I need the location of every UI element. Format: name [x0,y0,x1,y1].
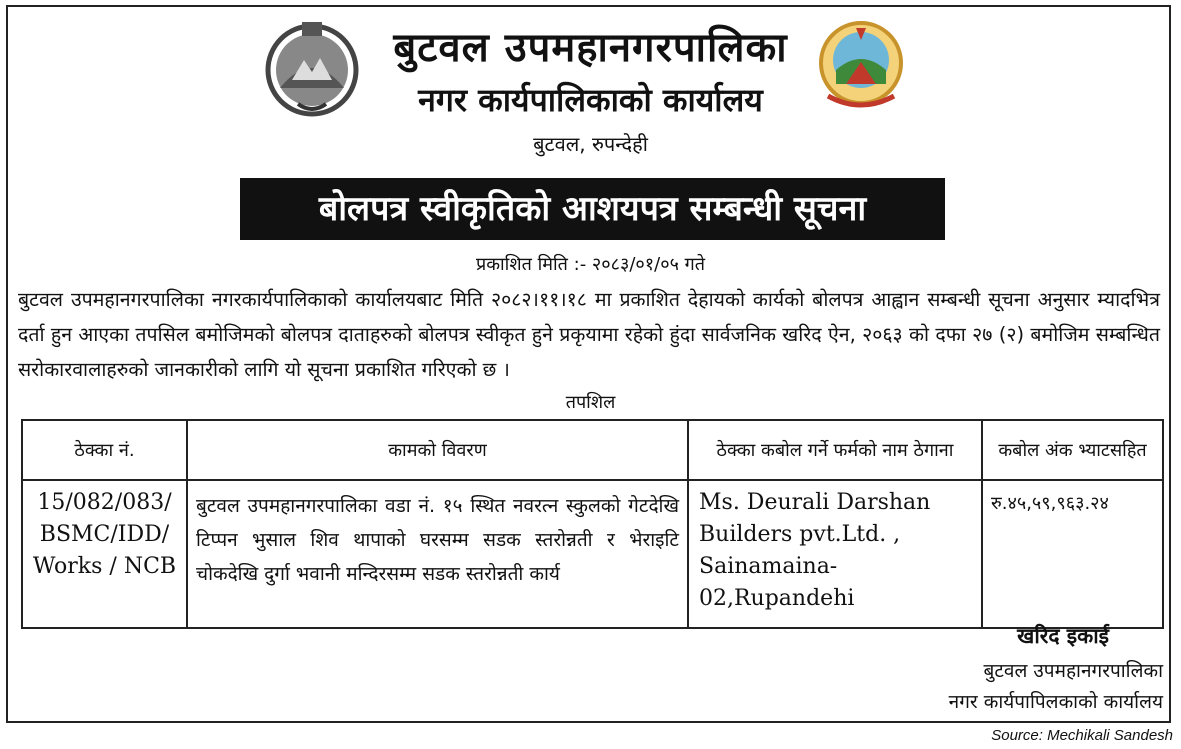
butwal-municipality-logo-icon [816,18,906,113]
municipality-title: बुटवल उपमहानगरपालिका [393,25,788,71]
contract-no-line: BSMC/IDD/ [39,522,170,547]
signature-office-line1: बुटवल उपमहानगरपालिका [983,660,1163,682]
table-row [22,480,1163,628]
office-location: बुटवल, रुपन्देही [533,132,648,156]
notice-body: बुटवल उपमहानगरपालिका नगरकार्यपालिकाको कार्यालयबाट मिति २०८२।११।१८ मा प्रकाशित देहायको कार्यको बोलपत्र आह्वान सम्बन्धी सूचना अनुसार म्यादभित्र दर्ता हुन आएका तपसिल बमोजिमको बोलपत्र दाताहरुको बोलपत्र स्वीकृत हुने प्रकृयामा रहेको हुंदा सार्वजनिक खरिद ऐन, २०६३ को दफा २७ (२) बमोजिम सम्बन्धित सरोकारवालाहरुको जानकारीको लागि यो सूचना प्रकाशित गरिएको छ । [18,288,1160,381]
contract-no-line: Works / NCB [32,554,177,579]
publish-date: प्रकाशित मिति :- २०८३/०१/०५ गते [475,254,706,275]
header-contract-no: ठेक्का नं. [22,420,187,480]
bid-table [21,419,1164,629]
header-firm: ठेक्का कबोल गर्ने फर्मको नाम ठेगाना [688,420,982,480]
firm-line: Sainamaina-02,Rupandehi [699,554,855,611]
contract-no-line: 15/082/083/ [37,490,172,515]
source-credit: Source: Mechikali Sandesh [991,727,1173,744]
firm-cell [688,480,982,628]
table-header-row [22,420,1163,480]
header-amount: कबोल अंक भ्याटसहित [982,420,1163,480]
procurement-unit: खरिद इकाई [1017,624,1109,648]
contract-no-cell [22,480,187,628]
notice-banner: बोलपत्र स्वीकृतिको आशयपत्र सम्बन्धी सूचना [240,178,945,240]
schedule-label: तपशिल [565,392,616,413]
signature-office-line2: नगर कार्यपापिलकाको कार्यालय [948,691,1163,713]
firm-line: Builders pvt.Ltd. , [699,522,901,547]
office-title: नगर कार्यपालिकाको कार्यालय [418,81,763,119]
work-description: बुटवल उपमहानगरपालिका वडा नं. १५ स्थित नवरत्न स्कुलको गेटदेखि टिप्पन भुसाल शिव थापाको घरसम्म सडक स्तरोन्नती र भेराइटि चोकदेखि दुर्गा भवानी मन्दिरसम्म सडक स्तरोन्नती कार्य [187,480,688,628]
header-description: कामको विवरण [187,420,688,480]
firm-line: Ms. Deurali Darshan [699,490,931,515]
bid-amount: रु.४५,५९,९६३.२४ [982,480,1163,628]
